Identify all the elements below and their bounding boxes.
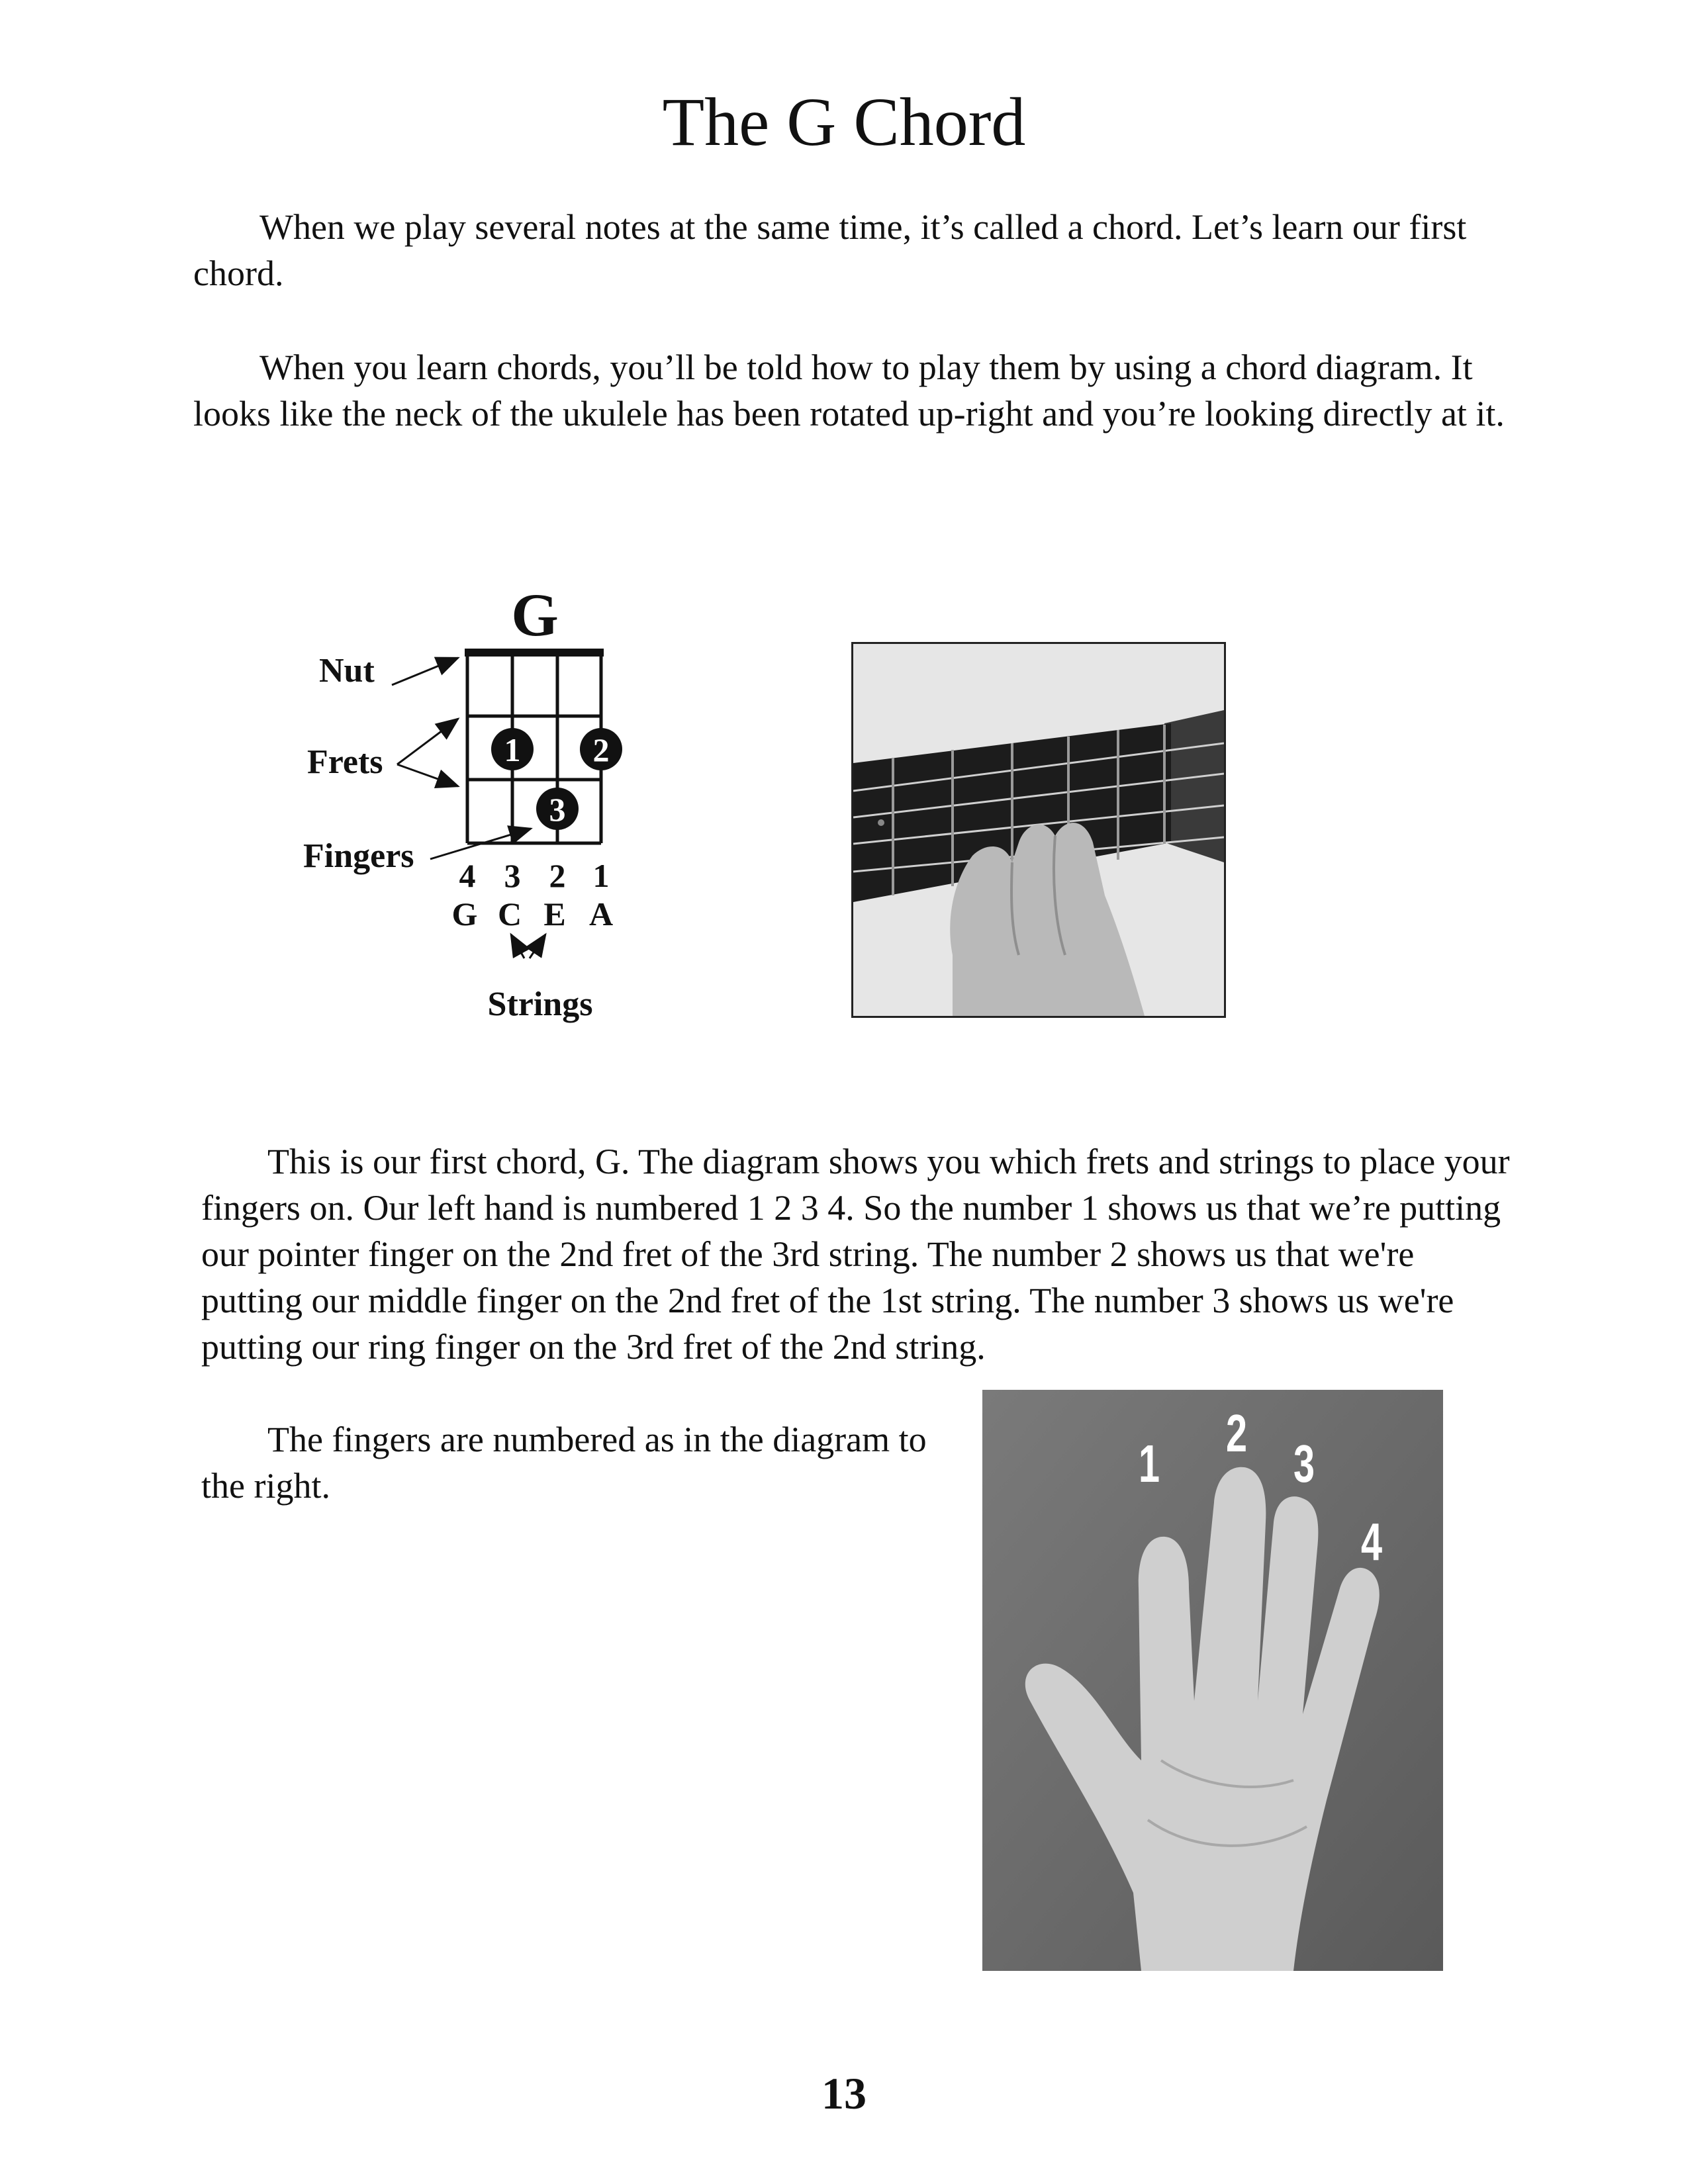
finger-label-2: 2 bbox=[1226, 1404, 1248, 1463]
string-name: E bbox=[543, 895, 566, 933]
intro-paragraph: When we play several notes at the same time, it’s called a chord. Let’s learn our first chord. bbox=[193, 207, 1467, 293]
string-number: 2 bbox=[549, 857, 566, 894]
finger-label-4: 4 bbox=[1361, 1512, 1383, 1571]
chord-name: G bbox=[511, 581, 559, 649]
g-chord-diagram bbox=[291, 576, 702, 1039]
fingers-label: Fingers bbox=[303, 837, 414, 875]
numbered-hand-photo bbox=[982, 1390, 1443, 1971]
string-number: 4 bbox=[459, 857, 476, 894]
finger-dot-2 bbox=[580, 728, 622, 770]
finger-dot-label: 1 bbox=[504, 731, 521, 768]
chord-diagram-paragraph: When you learn chords, you’ll be told how to play them by using a chord diagram. It looks like the neck of the ukulele has been rotated up-right and you’re looking directly at it. bbox=[193, 347, 1505, 433]
finger-label-3: 3 bbox=[1293, 1434, 1315, 1493]
strings-label: Strings bbox=[487, 985, 593, 1023]
string-number: 1 bbox=[592, 857, 610, 894]
string-name: C bbox=[497, 895, 522, 933]
explanation-paragraph: This is our first chord, G. The diagram shows you which frets and strings to place your fingers on. Our left hand is numbered 1 2 3 4. So the number 1 shows us that we’re putting our pointer finger on the 2nd fret of the 3rd string. The number 2 shows us that we're putting our middle finger on the 2nd fret of the 1st string. The number 3 shows us we're putting our ring finger on the 3rd fret of the 2nd string. bbox=[201, 1142, 1510, 1367]
finger-dot-label: 3 bbox=[549, 791, 566, 828]
chord-hand-photo bbox=[851, 642, 1226, 1018]
string-name: A bbox=[588, 895, 614, 933]
page-number: 13 bbox=[821, 2068, 867, 2118]
string-name: G bbox=[451, 895, 478, 933]
finger-label-1: 1 bbox=[1139, 1434, 1160, 1493]
nut-label: Nut bbox=[319, 652, 375, 690]
finger-numbering-paragraph: The fingers are numbered as in the diagram to the right. bbox=[201, 1420, 927, 1506]
nut-bar bbox=[465, 649, 604, 657]
finger-dot-1 bbox=[491, 728, 534, 770]
finger-dot-3 bbox=[536, 788, 579, 830]
frets-label: Frets bbox=[307, 743, 383, 781]
finger-dot-label: 2 bbox=[592, 731, 610, 768]
string-number: 3 bbox=[504, 857, 521, 894]
page-title: The G Chord bbox=[662, 84, 1026, 160]
